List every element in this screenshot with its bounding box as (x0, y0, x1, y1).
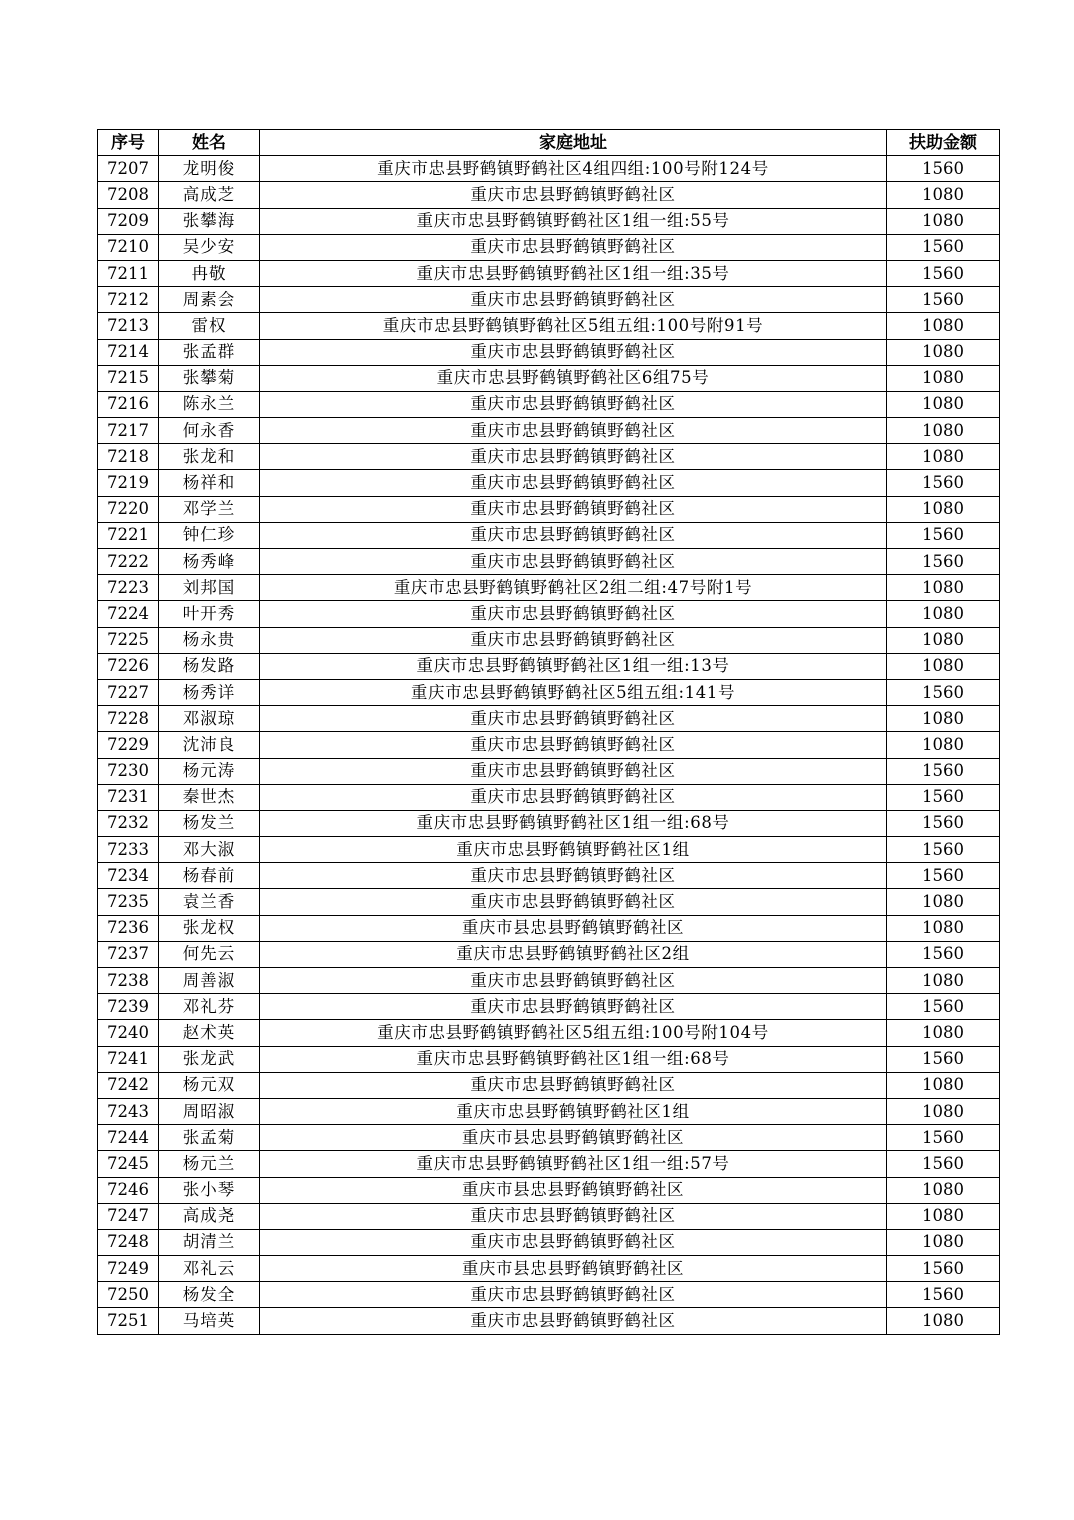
cell-serial-number: 7250 (98, 1282, 159, 1308)
cell-amount: 1080 (887, 653, 1000, 679)
cell-serial-number: 7248 (98, 1229, 159, 1255)
cell-serial-number: 7210 (98, 234, 159, 260)
table-row (98, 234, 1000, 260)
cell-address: 重庆市忠县野鹤镇野鹤社区1组一组:68号 (260, 1046, 887, 1072)
cell-serial-number: 7216 (98, 391, 159, 417)
cell-serial-number: 7245 (98, 1151, 159, 1177)
cell-address: 重庆市忠县野鹤镇野鹤社区 (260, 732, 887, 758)
cell-amount: 1080 (887, 1308, 1000, 1334)
table-row (98, 182, 1000, 208)
cell-address: 重庆市忠县野鹤镇野鹤社区1组一组:35号 (260, 260, 887, 286)
cell-address: 重庆市忠县野鹤镇野鹤社区1组一组:68号 (260, 810, 887, 836)
cell-address: 重庆市忠县野鹤镇野鹤社区 (260, 287, 887, 313)
table-row (98, 1151, 1000, 1177)
cell-amount: 1560 (887, 679, 1000, 705)
table-row (98, 365, 1000, 391)
table-row (98, 1177, 1000, 1203)
cell-address: 重庆市忠县野鹤镇野鹤社区 (260, 549, 887, 575)
cell-name: 杨发全 (159, 1282, 260, 1308)
cell-amount: 1560 (887, 1125, 1000, 1151)
table-row (98, 601, 1000, 627)
cell-name: 胡清兰 (159, 1229, 260, 1255)
table-row (98, 837, 1000, 863)
cell-amount: 1560 (887, 810, 1000, 836)
cell-amount: 1080 (887, 1098, 1000, 1124)
cell-name: 何永香 (159, 418, 260, 444)
cell-address: 重庆市忠县野鹤镇野鹤社区1组 (260, 1098, 887, 1124)
cell-amount: 1560 (887, 941, 1000, 967)
cell-address: 重庆市忠县野鹤镇野鹤社区 (260, 784, 887, 810)
cell-address: 重庆市县忠县野鹤镇野鹤社区 (260, 1177, 887, 1203)
cell-name: 冉敬 (159, 260, 260, 286)
cell-name: 张龙和 (159, 444, 260, 470)
cell-name: 何先云 (159, 941, 260, 967)
cell-serial-number: 7219 (98, 470, 159, 496)
cell-amount: 1080 (887, 313, 1000, 339)
cell-serial-number: 7207 (98, 156, 159, 182)
cell-address: 重庆市忠县野鹤镇野鹤社区 (260, 863, 887, 889)
cell-name: 高成尧 (159, 1203, 260, 1229)
cell-amount: 1080 (887, 182, 1000, 208)
cell-address: 重庆市忠县野鹤镇野鹤社区 (260, 1072, 887, 1098)
cell-name: 赵术英 (159, 1020, 260, 1046)
cell-address: 重庆市忠县野鹤镇野鹤社区 (260, 889, 887, 915)
cell-amount: 1080 (887, 418, 1000, 444)
cell-name: 高成芝 (159, 182, 260, 208)
cell-address: 重庆市县忠县野鹤镇野鹤社区 (260, 915, 887, 941)
cell-name: 钟仁珍 (159, 522, 260, 548)
cell-name: 张攀海 (159, 208, 260, 234)
cell-address: 重庆市忠县野鹤镇野鹤社区 (260, 601, 887, 627)
cell-name: 周善淑 (159, 968, 260, 994)
cell-address: 重庆市县忠县野鹤镇野鹤社区 (260, 1125, 887, 1151)
cell-amount: 1080 (887, 627, 1000, 653)
cell-name: 龙明俊 (159, 156, 260, 182)
cell-name: 吴少安 (159, 234, 260, 260)
cell-name: 邓淑琼 (159, 706, 260, 732)
table-row (98, 627, 1000, 653)
cell-amount: 1560 (887, 234, 1000, 260)
cell-serial-number: 7237 (98, 941, 159, 967)
cell-name: 杨秀峰 (159, 549, 260, 575)
cell-amount: 1560 (887, 1256, 1000, 1282)
cell-serial-number: 7243 (98, 1098, 159, 1124)
table-row (98, 1282, 1000, 1308)
cell-address: 重庆市县忠县野鹤镇野鹤社区 (260, 1256, 887, 1282)
cell-name: 杨元双 (159, 1072, 260, 1098)
cell-name: 周昭淑 (159, 1098, 260, 1124)
cell-amount: 1560 (887, 1046, 1000, 1072)
cell-amount: 1080 (887, 968, 1000, 994)
cell-serial-number: 7224 (98, 601, 159, 627)
cell-serial-number: 7232 (98, 810, 159, 836)
cell-name: 邓礼云 (159, 1256, 260, 1282)
cell-amount: 1560 (887, 837, 1000, 863)
cell-amount: 1560 (887, 470, 1000, 496)
cell-address: 重庆市忠县野鹤镇野鹤社区2组 (260, 941, 887, 967)
cell-serial-number: 7209 (98, 208, 159, 234)
cell-amount: 1560 (887, 994, 1000, 1020)
assistance-table (97, 129, 1000, 1335)
cell-amount: 1080 (887, 339, 1000, 365)
table-row (98, 863, 1000, 889)
cell-address: 重庆市忠县野鹤镇野鹤社区1组一组:13号 (260, 653, 887, 679)
cell-serial-number: 7230 (98, 758, 159, 784)
cell-amount: 1080 (887, 1229, 1000, 1255)
cell-serial-number: 7238 (98, 968, 159, 994)
cell-serial-number: 7225 (98, 627, 159, 653)
cell-amount: 1080 (887, 365, 1000, 391)
cell-address: 重庆市忠县野鹤镇野鹤社区 (260, 234, 887, 260)
cell-address: 重庆市忠县野鹤镇野鹤社区5组五组:100号附91号 (260, 313, 887, 339)
cell-amount: 1560 (887, 522, 1000, 548)
table-row (98, 444, 1000, 470)
cell-name: 杨发兰 (159, 810, 260, 836)
table-row (98, 1229, 1000, 1255)
cell-serial-number: 7223 (98, 575, 159, 601)
cell-amount: 1080 (887, 732, 1000, 758)
cell-amount: 1080 (887, 444, 1000, 470)
cell-name: 张小琴 (159, 1177, 260, 1203)
cell-amount: 1560 (887, 549, 1000, 575)
table-row (98, 522, 1000, 548)
header-name: 姓名 (159, 130, 260, 156)
table-row (98, 418, 1000, 444)
table-row (98, 810, 1000, 836)
cell-serial-number: 7246 (98, 1177, 159, 1203)
cell-amount: 1080 (887, 889, 1000, 915)
cell-serial-number: 7229 (98, 732, 159, 758)
cell-address: 重庆市忠县野鹤镇野鹤社区 (260, 1282, 887, 1308)
cell-name: 杨发路 (159, 653, 260, 679)
cell-name: 袁兰香 (159, 889, 260, 915)
table-row (98, 915, 1000, 941)
cell-name: 沈沛良 (159, 732, 260, 758)
table-row (98, 1020, 1000, 1046)
cell-serial-number: 7226 (98, 653, 159, 679)
table-row (98, 339, 1000, 365)
cell-serial-number: 7233 (98, 837, 159, 863)
cell-address: 重庆市忠县野鹤镇野鹤社区 (260, 418, 887, 444)
cell-name: 杨春前 (159, 863, 260, 889)
table-row (98, 1098, 1000, 1124)
table-row (98, 758, 1000, 784)
cell-address: 重庆市忠县野鹤镇野鹤社区 (260, 968, 887, 994)
cell-amount: 1080 (887, 601, 1000, 627)
cell-serial-number: 7218 (98, 444, 159, 470)
cell-address: 重庆市忠县野鹤镇野鹤社区 (260, 1203, 887, 1229)
table-row (98, 889, 1000, 915)
cell-address: 重庆市忠县野鹤镇野鹤社区5组五组:100号附104号 (260, 1020, 887, 1046)
cell-address: 重庆市忠县野鹤镇野鹤社区 (260, 627, 887, 653)
cell-serial-number: 7241 (98, 1046, 159, 1072)
table-row (98, 706, 1000, 732)
table-row (98, 1256, 1000, 1282)
cell-address: 重庆市忠县野鹤镇野鹤社区 (260, 758, 887, 784)
cell-serial-number: 7235 (98, 889, 159, 915)
cell-amount: 1560 (887, 260, 1000, 286)
cell-address: 重庆市忠县野鹤镇野鹤社区 (260, 496, 887, 522)
cell-serial-number: 7251 (98, 1308, 159, 1334)
cell-address: 重庆市忠县野鹤镇野鹤社区2组二组:47号附1号 (260, 575, 887, 601)
cell-name: 邓学兰 (159, 496, 260, 522)
cell-serial-number: 7236 (98, 915, 159, 941)
cell-name: 雷权 (159, 313, 260, 339)
cell-amount: 1080 (887, 208, 1000, 234)
table-row (98, 208, 1000, 234)
cell-serial-number: 7244 (98, 1125, 159, 1151)
table-row (98, 653, 1000, 679)
cell-name: 张孟群 (159, 339, 260, 365)
cell-serial-number: 7211 (98, 260, 159, 286)
cell-address: 重庆市忠县野鹤镇野鹤社区 (260, 444, 887, 470)
cell-address: 重庆市忠县野鹤镇野鹤社区 (260, 522, 887, 548)
cell-address: 重庆市忠县野鹤镇野鹤社区 (260, 1308, 887, 1334)
cell-amount: 1560 (887, 1151, 1000, 1177)
cell-address: 重庆市忠县野鹤镇野鹤社区 (260, 391, 887, 417)
cell-amount: 1560 (887, 784, 1000, 810)
cell-amount: 1080 (887, 496, 1000, 522)
cell-amount: 1080 (887, 1020, 1000, 1046)
cell-address: 重庆市忠县野鹤镇野鹤社区1组一组:57号 (260, 1151, 887, 1177)
header-assistance-amount: 扶助金额 (887, 130, 1000, 156)
cell-serial-number: 7212 (98, 287, 159, 313)
table-row (98, 260, 1000, 286)
cell-serial-number: 7217 (98, 418, 159, 444)
table-row (98, 575, 1000, 601)
cell-name: 邓大淑 (159, 837, 260, 863)
cell-name: 秦世杰 (159, 784, 260, 810)
cell-name: 张孟菊 (159, 1125, 260, 1151)
cell-address: 重庆市忠县野鹤镇野鹤社区 (260, 994, 887, 1020)
cell-amount: 1080 (887, 706, 1000, 732)
table-row (98, 941, 1000, 967)
cell-amount: 1560 (887, 758, 1000, 784)
table-row (98, 1308, 1000, 1334)
table-header-row (98, 130, 1000, 156)
table-row (98, 1125, 1000, 1151)
table-row (98, 994, 1000, 1020)
cell-serial-number: 7208 (98, 182, 159, 208)
cell-name: 杨元涛 (159, 758, 260, 784)
cell-serial-number: 7220 (98, 496, 159, 522)
cell-name: 周素会 (159, 287, 260, 313)
cell-address: 重庆市忠县野鹤镇野鹤社区1组 (260, 837, 887, 863)
cell-address: 重庆市忠县野鹤镇野鹤社区 (260, 706, 887, 732)
cell-serial-number: 7234 (98, 863, 159, 889)
cell-name: 张龙武 (159, 1046, 260, 1072)
cell-amount: 1560 (887, 156, 1000, 182)
cell-name: 杨元兰 (159, 1151, 260, 1177)
table-row (98, 313, 1000, 339)
cell-address: 重庆市忠县野鹤镇野鹤社区5组五组:141号 (260, 679, 887, 705)
cell-name: 张攀菊 (159, 365, 260, 391)
assistance-table-container (97, 129, 999, 1335)
cell-amount: 1560 (887, 863, 1000, 889)
cell-serial-number: 7240 (98, 1020, 159, 1046)
cell-name: 叶开秀 (159, 601, 260, 627)
cell-address: 重庆市忠县野鹤镇野鹤社区 (260, 182, 887, 208)
cell-amount: 1560 (887, 287, 1000, 313)
cell-address: 重庆市忠县野鹤镇野鹤社区 (260, 339, 887, 365)
table-row (98, 784, 1000, 810)
table-row (98, 1203, 1000, 1229)
cell-name: 马培英 (159, 1308, 260, 1334)
cell-amount: 1080 (887, 575, 1000, 601)
table-row (98, 1046, 1000, 1072)
table-row (98, 732, 1000, 758)
cell-address: 重庆市忠县野鹤镇野鹤社区4组四组:100号附124号 (260, 156, 887, 182)
cell-serial-number: 7227 (98, 679, 159, 705)
cell-serial-number: 7249 (98, 1256, 159, 1282)
cell-serial-number: 7215 (98, 365, 159, 391)
cell-serial-number: 7221 (98, 522, 159, 548)
cell-amount: 1080 (887, 1177, 1000, 1203)
cell-address: 重庆市忠县野鹤镇野鹤社区6组75号 (260, 365, 887, 391)
cell-serial-number: 7222 (98, 549, 159, 575)
cell-serial-number: 7213 (98, 313, 159, 339)
cell-serial-number: 7247 (98, 1203, 159, 1229)
cell-amount: 1080 (887, 1203, 1000, 1229)
cell-name: 邓礼芬 (159, 994, 260, 1020)
cell-amount: 1080 (887, 1072, 1000, 1098)
cell-serial-number: 7214 (98, 339, 159, 365)
cell-address: 重庆市忠县野鹤镇野鹤社区 (260, 470, 887, 496)
cell-serial-number: 7231 (98, 784, 159, 810)
cell-amount: 1080 (887, 391, 1000, 417)
cell-name: 陈永兰 (159, 391, 260, 417)
table-row (98, 968, 1000, 994)
cell-amount: 1560 (887, 1282, 1000, 1308)
cell-address: 重庆市忠县野鹤镇野鹤社区1组一组:55号 (260, 208, 887, 234)
cell-name: 杨秀详 (159, 679, 260, 705)
header-serial-number: 序号 (98, 130, 159, 156)
table-row (98, 679, 1000, 705)
cell-name: 杨祥和 (159, 470, 260, 496)
table-row (98, 1072, 1000, 1098)
cell-serial-number: 7228 (98, 706, 159, 732)
table-body (98, 156, 1000, 1334)
cell-name: 张龙权 (159, 915, 260, 941)
cell-name: 杨永贵 (159, 627, 260, 653)
cell-serial-number: 7239 (98, 994, 159, 1020)
table-row (98, 391, 1000, 417)
table-row (98, 156, 1000, 182)
table-row (98, 496, 1000, 522)
cell-address: 重庆市忠县野鹤镇野鹤社区 (260, 1229, 887, 1255)
cell-amount: 1080 (887, 915, 1000, 941)
table-row (98, 287, 1000, 313)
table-row (98, 470, 1000, 496)
table-row (98, 549, 1000, 575)
cell-serial-number: 7242 (98, 1072, 159, 1098)
header-home-address: 家庭地址 (260, 130, 887, 156)
cell-name: 刘邦国 (159, 575, 260, 601)
